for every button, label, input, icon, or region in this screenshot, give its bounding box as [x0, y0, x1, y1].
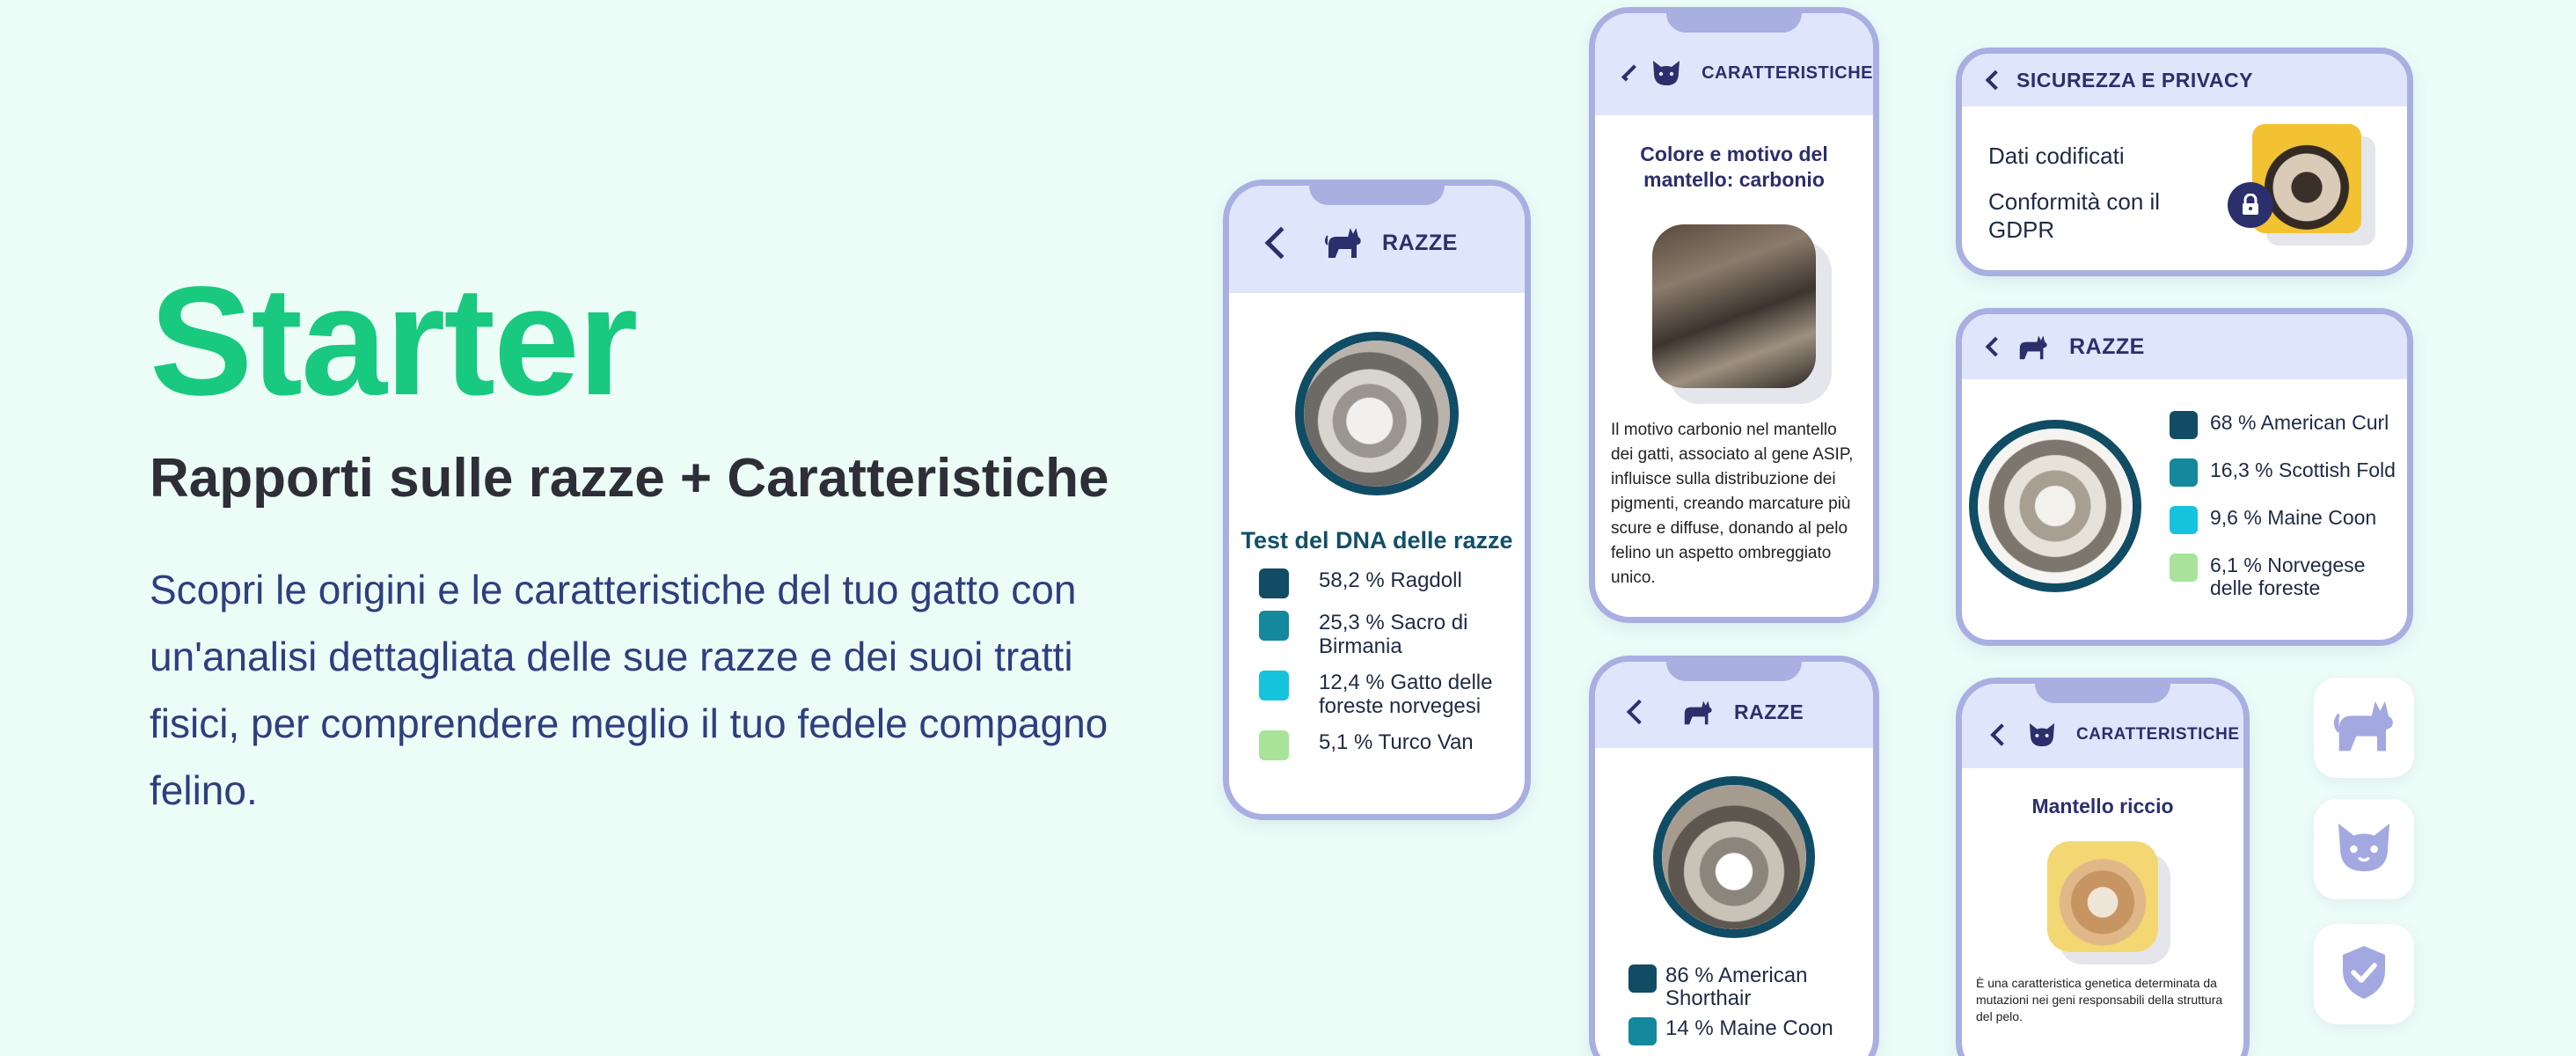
back-chevron-icon[interactable]	[1621, 64, 1638, 81]
legend-swatch	[2170, 411, 2198, 439]
feature-encrypted-data: Dati codificati	[1988, 143, 2125, 169]
phone-notch	[1666, 660, 1802, 681]
legend-label: 25,3 % Sacro di Birmania	[1319, 611, 1468, 658]
trait-description: È una caratteristica genetica determinata da mutazioni nei geni responsabili della struttura del pelo.	[1976, 976, 2223, 1023]
legend-swatch	[1259, 730, 1289, 760]
legend-item	[1259, 671, 1525, 718]
legend-item	[1628, 964, 1873, 1010]
legend-swatch	[2170, 458, 2198, 487]
phone-breeds-report-2	[1589, 656, 1879, 1056]
tile-security[interactable]	[2314, 924, 2414, 1024]
legend-label: 86 % American Shorthair	[1665, 964, 1808, 1010]
cat-face-icon	[1650, 59, 1682, 87]
breed-legend	[1259, 568, 1525, 760]
legend-label: 12,4 % Gatto delle foreste norvegesi	[1319, 671, 1493, 718]
legend-item	[1259, 611, 1525, 658]
card-header	[1962, 314, 2407, 379]
feature-gdpr-compliance: Conformità con il GDPR	[1988, 188, 2161, 243]
security-features	[1988, 142, 2208, 244]
legend-item	[2170, 554, 2404, 599]
cat-photo	[2047, 841, 2158, 952]
phone-traits-curly	[1956, 678, 2250, 1056]
header-title: RAZZE	[1382, 230, 1458, 255]
section-title: Test del DNA delle razze	[1240, 527, 1513, 554]
legend-swatch	[1628, 964, 1657, 993]
tile-traits[interactable]	[2314, 799, 2414, 899]
legend-item	[1259, 568, 1525, 598]
legend-swatch	[1628, 1017, 1657, 1045]
card-header	[1962, 54, 2407, 106]
back-chevron-icon[interactable]	[1990, 723, 2012, 745]
breed-legend	[2170, 411, 2404, 619]
trait-description: Il motivo carbonio nel mantello dei gatti, associato al gene ASIP, influisce sulla distribuzione dei pigmenti, creando marcature più scure e diffuse, donando al pelo felino un aspetto ombreggiato unico.	[1611, 421, 1854, 587]
header-title: CARATTERISTICHE	[1701, 62, 1873, 83]
legend-label: 58,2 % Ragdoll	[1319, 568, 1462, 592]
phone-notch	[2035, 682, 2170, 703]
cat-photo-ring	[1969, 420, 2141, 592]
trait-title: Colore e motivo del mantello: carbonio	[1640, 143, 1828, 191]
phone-notch	[1666, 11, 1802, 33]
back-chevron-icon[interactable]	[1986, 337, 2006, 357]
cat-face-icon	[2333, 820, 2395, 879]
legend-item	[2170, 411, 2404, 439]
header-title: SICUREZZA E PRIVACY	[2016, 68, 2253, 92]
legend-label: 16,3 % Scottish Fold	[2210, 458, 2396, 481]
header-title: CARATTERISTICHE	[2076, 725, 2240, 744]
cat-photo-ring	[1653, 776, 1815, 938]
breed-progress-arc	[1295, 332, 1459, 495]
breed-legend	[1628, 964, 1873, 1045]
legend-item	[1628, 1017, 1873, 1045]
legend-label: 14 % Maine Coon	[1665, 1016, 1833, 1040]
legend-label: 68 % American Curl	[2210, 411, 2389, 434]
legend-swatch	[1259, 671, 1289, 700]
legend-swatch	[1259, 568, 1289, 598]
cat-photo-ring	[1295, 332, 1459, 495]
cat-face-icon	[2027, 722, 2057, 748]
hero-title: Starter	[150, 255, 637, 428]
back-chevron-icon[interactable]	[1265, 227, 1298, 260]
header-title: RAZZE	[1734, 700, 1804, 723]
legend-item	[2170, 506, 2404, 534]
legend-swatch	[2170, 506, 2198, 534]
back-chevron-icon[interactable]	[1986, 70, 2006, 91]
cat-icon	[1680, 698, 1715, 726]
legend-label: 6,1 % Norvegese delle foreste	[2210, 554, 2366, 599]
legend-label: 5,1 % Turco Van	[1319, 730, 1474, 754]
trait-title: Mantello riccio	[2031, 795, 2174, 818]
phone-traits-coat	[1589, 7, 1879, 623]
legend-item	[1259, 730, 1525, 760]
back-chevron-icon[interactable]	[1627, 700, 1651, 724]
legend-item	[2170, 458, 2404, 487]
tile-breeds[interactable]	[2314, 678, 2414, 778]
card-breeds-report	[1956, 308, 2413, 646]
hero-description: Scopri le origini e le caratteristiche del tuo gatto con un'analisi dettagliata delle sue razze e dei suoi tratti fisici, per comprendere meglio il tuo fedele compagno felino.	[150, 567, 1109, 814]
card-security-privacy	[1956, 48, 2413, 276]
breed-progress-arc	[1653, 776, 1815, 938]
hero-section	[150, 255, 1135, 824]
cat-icon	[2331, 700, 2397, 757]
cat-photo	[1652, 224, 1816, 388]
hero-subtitle: Rapporti sulle razze + Caratteristiche	[150, 448, 1109, 509]
header-title: RAZZE	[2069, 334, 2145, 359]
cat-icon	[1324, 227, 1363, 259]
phone-breeds-report	[1223, 180, 1531, 820]
legend-swatch	[2170, 554, 2198, 582]
shield-check-icon	[2339, 944, 2389, 1005]
legend-label: 9,6 % Maine Coon	[2210, 506, 2377, 529]
cat-icon	[2015, 333, 2050, 361]
legend-swatch	[1259, 611, 1289, 641]
phone-notch	[1309, 184, 1445, 205]
lock-icon	[2228, 182, 2273, 228]
breed-progress-arc	[1969, 420, 2141, 592]
